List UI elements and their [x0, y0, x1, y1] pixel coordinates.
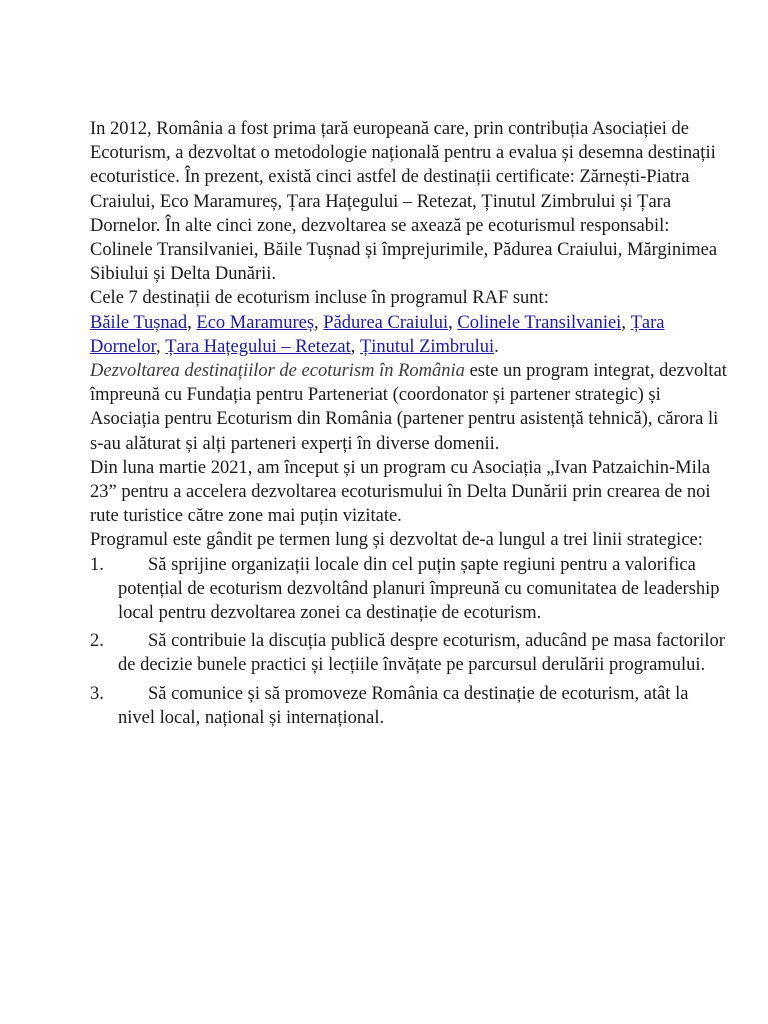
link-tinutul-zimbrului[interactable]: Ținutul Zimbrului: [359, 336, 495, 357]
separator: ,: [314, 312, 324, 333]
paragraph-strategic-lines: Programul este gândit pe termen lung și dezvoltat de-a lungul a trei linii strategice:: [90, 530, 703, 551]
strategic-goals-list: [90, 553, 730, 730]
destinations-link-list: [90, 311, 730, 359]
document-body: [90, 117, 730, 734]
list-item-text: Să contribuie la discuția publică despre ecoturism, aducând pe masa factorilor de decizie bunele practici și lecțiile învățate pe parcursul derulării programului.: [118, 631, 725, 676]
separator: ,: [448, 312, 458, 333]
link-baile-tusnad[interactable]: Băile Tușnad: [90, 312, 188, 333]
separator: ,: [621, 312, 631, 333]
list-end: .: [494, 336, 499, 357]
paragraph-delta-program: Din luna martie 2021, am început și un program cu Asociația „Ivan Patzaichin-Mila 23” pentru a accelera dezvoltarea ecoturismului în Delta Dunării prin crearea de noi rute turistice către zone mai puțin vizitate.: [90, 457, 711, 527]
link-padurea-craiului[interactable]: Pădurea Craiului: [323, 312, 449, 333]
list-item: [90, 682, 730, 730]
link-eco-maramures[interactable]: Eco Maramureș: [196, 312, 315, 333]
list-item-number: 1.: [90, 554, 104, 575]
paragraph-raf-destinations-heading: Cele 7 destinații de ecoturism incluse în programul RAF sunt:: [90, 288, 549, 309]
separator: ,: [187, 312, 197, 333]
paragraph-program-description: [90, 359, 730, 456]
link-tara-dornelor[interactable]: Țara Dornelor: [90, 312, 665, 357]
list-item: [90, 553, 730, 626]
separator: ,: [156, 336, 166, 357]
list-item-number: 3.: [90, 683, 104, 704]
list-item-text: Să comunice și să promoveze România ca destinație de ecoturism, atât la nivel local, național și internațional.: [118, 683, 689, 728]
program-description-text: este un program integrat, dezvoltat împreună cu Fundația pentru Parteneriat (coordonator și partener strategic) și Asociația pentru Ecoturism din România (partener pentru asistență tehnică), cărora li s-au alăturat și alți parteneri experți în diverse domenii.: [90, 361, 727, 454]
list-item: [90, 629, 730, 677]
link-colinele-transilvaniei[interactable]: Colinele Transilvaniei: [457, 312, 622, 333]
paragraph-intro: In 2012, România a fost prima țară europeană care, prin contribuția Asociației de Ecoturism, a dezvoltat o metodologie națională pentru a evalua și desemna destinații ecoturistice. În prezent, există cinci astfel de destinații certificate: Zărnești-Piatra Craiului, Eco Maramureș, Țara Hațegului – Retezat, Ținutul Zimbrului și Țara Dornelor. În alte cinci zone, dezvoltarea se axează pe ecoturismul responsabil: Colinele Transilvaniei, Băile Tușnad și împrejurimile, Pădurea Craiului, Mărginimea Sibiului și Delta Dunării.: [90, 119, 718, 285]
link-tara-hategului-retezat[interactable]: Țara Hațegului – Retezat: [165, 336, 351, 357]
separator: ,: [350, 336, 360, 357]
list-item-text: Să sprijine organizații locale din cel puțin șapte regiuni pentru a valorifica potențial de ecoturism dezvoltând planuri împreună cu comunitatea de leadership local pentru dezvoltarea zonei ca destinație de ecoturism.: [118, 554, 720, 624]
list-item-number: 2.: [90, 631, 104, 652]
program-title-italic: Dezvoltarea destinațiilor de ecoturism în România: [90, 361, 465, 382]
